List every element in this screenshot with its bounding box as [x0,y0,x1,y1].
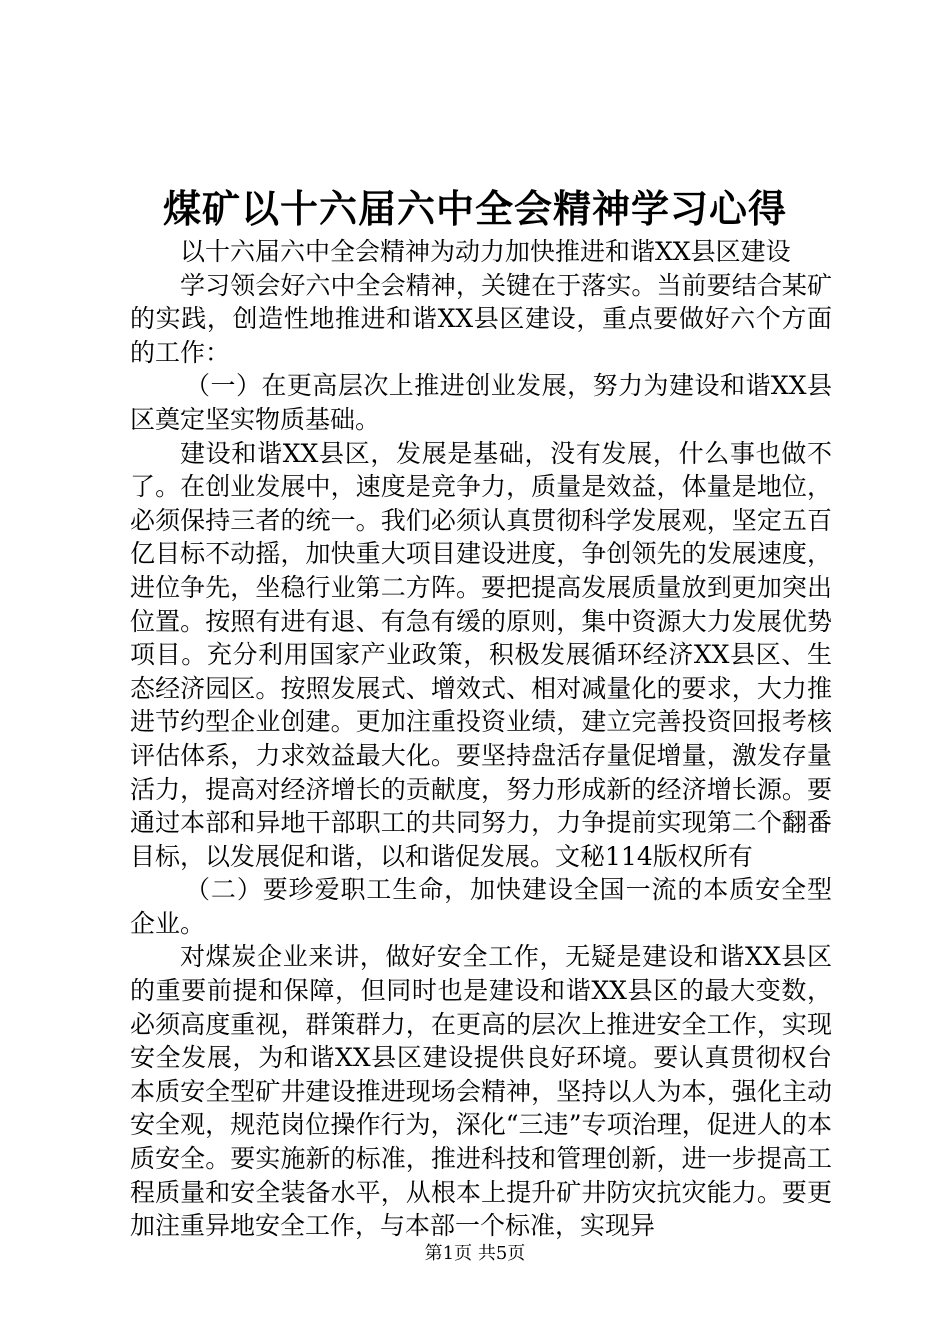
paragraph: 学习领会好六中全会精神，关键在于落实。当前要结合某矿的实践，创造性地推进和谐XX县区建设，重点要做好六个方面的工作： [130,270,832,367]
paragraph: 对煤炭企业来讲，做好安全工作，无疑是建设和谐XX县区的重要前提和保障，但同时也是建设和谐XX县区的最大变数，必须高度重视，群策群力，在更高的层次上推进安全工作，实现安全发展，为和谐XX县区建设提供良好环境。要认真贯彻权台本质安全型矿井建设推进现场会精神，坚持以人为本，强化主动安全观，规范岗位操作行为，深化“三违”专项治理，促进人的本质安全。要实施新的标准，推进科技和管理创新，进一步提高工程质量和安全装备水平，从根本上提升矿井防灾抗灾能力。要更加注重异地安全工作，与本部一个标准，实现异 [130,942,832,1241]
section-heading: （二）要珍爱职工生命，加快建设全国一流的本质安全型企业。 [130,875,832,938]
section-heading: （一）在更高层次上推进创业发展，努力为建设和谐XX县区奠定坚实物质基础。 [130,371,832,434]
paragraph: 建设和谐XX县区，发展是基础，没有发展，什么事也做不了。在创业发展中，速度是竞争力，质量是效益，体量是地位，必须保持三者的统一。我们必须认真贯彻科学发展观，坚定五百亿目标不动摇，加快重大项目建设进度，争创领先的发展速度，进位争先，坐稳行业第二方阵。要把提高发展质量放到更加突出位置。按照有进有退、有急有缓的原则，集中资源大力发展优势项目。充分利用国家产业政策，积极发展循环经济XX县区、生态经济园区。按照发展式、增效式、相对减量化的要求，大力推进节约型企业创建。更加注重投资业绩，建立完善投资回报考核评估体系，力求效益最大化。要坚持盘活存量促增量，激发存量活力，提高对经济增长的贡献度，努力形成新的经济增长源。要通过本部和异地干部职工的共同努力，力争提前实现第二个翻番目标，以发展促和谐，以和谐促发展。文秘114版权所有 [130,438,832,871]
document-subtitle: 以十六届六中全会精神为动力加快推进和谐XX县区建设 [180,237,791,266]
page-number: 第1页 共5页 [424,1243,526,1264]
document-body [130,235,832,1243]
document-title: 煤矿以十六届六中全会精神学习心得 [162,186,787,231]
